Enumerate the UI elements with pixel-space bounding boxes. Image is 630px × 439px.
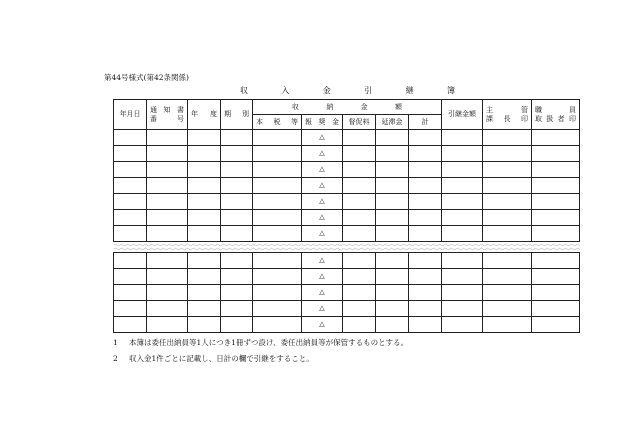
header-collected-amount: 収 納 金 額 [253,100,442,115]
header-fiscal-year: 年 度 [188,100,221,130]
ledger-cell [343,210,376,226]
ledger-row [114,317,580,333]
ledger-cell [442,269,483,285]
ledger-cell [221,194,253,210]
ledger-cell [253,130,302,146]
ledger-cell [253,301,302,317]
ledger-cell [532,146,580,162]
ledger-cell [114,178,147,194]
ledger-cell [343,146,376,162]
ledger-cell [221,146,253,162]
incentive-triangle-mark: △ [302,162,343,178]
ledger-cell [147,253,188,269]
ledger-cell [343,194,376,210]
ledger-cell [483,130,532,146]
incentive-triangle-mark: △ [302,130,343,146]
ledger-header [114,100,580,130]
incentive-triangle-mark: △ [302,301,343,317]
ledger-cell [409,285,442,301]
ledger-cell [147,285,188,301]
ledger-cell [442,253,483,269]
ledger-row [114,146,580,162]
incentive-triangle-mark: △ [302,146,343,162]
ledger-cell [483,178,532,194]
ledger-cell [221,253,253,269]
incentive-triangle-mark: △ [302,210,343,226]
ledger-cell [483,269,532,285]
ledger-cell [442,285,483,301]
ledger-cell [442,130,483,146]
ledger-cell [376,210,409,226]
ledger-cell [114,146,147,162]
ledger-cell [532,301,580,317]
ledger-cell [376,285,409,301]
ledger-cell [409,130,442,146]
header-staff-seal: 職 員 取 扱 者 印 [532,100,580,130]
incentive-triangle-mark: △ [302,226,343,242]
ledger-cell [221,178,253,194]
ledger-cell [188,130,221,146]
header-dunning-fee: 督促料 [343,115,376,130]
ledger-cell [221,130,253,146]
ledger-cell [532,194,580,210]
ledger-cell [188,226,221,242]
ledger-cell [188,178,221,194]
header-transfer-amount: 引継金額 [442,100,483,130]
ledger-cell [147,130,188,146]
ledger-cell [114,210,147,226]
ledger-cell [114,269,147,285]
ledger-cell [147,226,188,242]
header-chief-seal: 主 管 課 長 印 [483,100,532,130]
header-date: 年月日 [114,100,147,130]
ledger-cell [147,301,188,317]
header-total: 計 [409,115,442,130]
ledger-cell [483,210,532,226]
incentive-triangle-mark: △ [302,269,343,285]
ledger-cell [221,226,253,242]
ledger-cell [114,253,147,269]
ledger-row [114,301,580,317]
incentive-triangle-mark: △ [302,194,343,210]
ledger-row [114,162,580,178]
ledger-cell [221,301,253,317]
document-title [240,85,455,96]
ledger-cell [343,226,376,242]
ledger-cell [188,210,221,226]
ledger-cell [253,162,302,178]
ledger-cell [221,269,253,285]
ledger-cell [483,253,532,269]
ledger-cell [409,146,442,162]
ledger-cell [253,194,302,210]
ledger-cell [376,194,409,210]
ledger-cell [532,130,580,146]
ledger-cell [188,317,221,333]
ledger-cell [343,317,376,333]
ledger-cell [376,162,409,178]
ledger-row [114,226,580,242]
ledger-cell [483,146,532,162]
ledger-cell [376,253,409,269]
ledger-cell [253,253,302,269]
ledger-cell [343,269,376,285]
ledger-cell [253,210,302,226]
ledger-cell [114,226,147,242]
title-char: 継 [405,86,414,95]
note-2: 2 収入金1件ごとに記載し、日計の欄で引継をすること。 [113,354,314,363]
ledger-cell [532,210,580,226]
ledger-cell [532,269,580,285]
ledger-cell [442,146,483,162]
incentive-triangle-mark: △ [302,178,343,194]
ledger-cell [221,285,253,301]
header-incentive: 報 奨 金 [302,115,343,130]
title-char: 入 [281,86,290,95]
ledger-cell [409,226,442,242]
ledger-cell [147,269,188,285]
ledger-cell [253,317,302,333]
ledger-cell [343,130,376,146]
title-char: 引 [364,86,373,95]
ledger-cell [221,317,253,333]
ledger-cell [376,301,409,317]
ledger-row [114,285,580,301]
ledger-row [114,194,580,210]
header-period: 期 別 [221,100,253,130]
ledger-cell [147,194,188,210]
incentive-triangle-mark: △ [302,253,343,269]
ledger-cell [532,178,580,194]
ledger-row [114,178,580,194]
ledger-cell [147,178,188,194]
ledger-cell [114,285,147,301]
ledger-cell [376,317,409,333]
ledger-cell [188,194,221,210]
ledger-cell [188,253,221,269]
ledger-row [114,130,580,146]
title-char: 簿 [446,86,455,95]
ledger-cell [114,162,147,178]
ledger-break-cell [114,242,580,253]
ledger-cell [114,130,147,146]
ledger-cell [343,285,376,301]
incentive-triangle-mark: △ [302,317,343,333]
ledger-cell [114,301,147,317]
ledger-cell [409,269,442,285]
ledger-cell [253,178,302,194]
ledger-cell [442,226,483,242]
ledger-cell [442,178,483,194]
ledger-cell [188,269,221,285]
ledger-cell [483,317,532,333]
ledger-cell [147,317,188,333]
ledger-cell [409,178,442,194]
form-label: 第44号様式(第42条関係) [104,73,189,82]
wavy-break-line [114,242,580,252]
ledger-cell [483,194,532,210]
ledger-cell [483,226,532,242]
ledger-cell [532,317,580,333]
ledger-cell [253,226,302,242]
ledger-cell [376,146,409,162]
ledger-cell [147,210,188,226]
ledger-cell [343,178,376,194]
ledger-cell [409,253,442,269]
ledger-cell [532,285,580,301]
ledger-row [114,210,580,226]
ledger-cell [409,194,442,210]
ledger-cell [442,210,483,226]
ledger-cell [376,130,409,146]
ledger-cell [442,301,483,317]
ledger-cell [188,285,221,301]
note-1: 1 本簿は委任出納員等1人につき1冊ずつ設け、委任出納員等が保管するものとする。 [113,338,409,347]
ledger-cell [253,285,302,301]
incentive-triangle-mark: △ [302,285,343,301]
ledger-cell [188,162,221,178]
ledger-body [114,130,580,333]
ledger-cell [376,226,409,242]
ledger-row [114,269,580,285]
ledger-cell [343,301,376,317]
header-notice-number: 通 知 書 番 号 [147,100,188,130]
ledger-cell [343,162,376,178]
ledger-cell [532,226,580,242]
ledger-cell [483,285,532,301]
title-char: 金 [322,86,331,95]
header-principal-tax: 本 税 等 [253,115,302,130]
ledger-cell [376,269,409,285]
ledger-break [114,242,580,253]
title-char: 収 [240,86,248,95]
ledger-cell [188,146,221,162]
ledger-cell [483,301,532,317]
ledger-table [113,99,580,333]
ledger-cell [532,162,580,178]
header-late-fee: 延滞金 [376,115,409,130]
ledger-cell [147,146,188,162]
ledger-cell [253,146,302,162]
ledger-cell [253,269,302,285]
ledger-cell [114,194,147,210]
ledger-cell [221,162,253,178]
ledger-cell [409,210,442,226]
ledger-cell [483,162,532,178]
ledger-cell [532,253,580,269]
ledger-cell [409,317,442,333]
ledger-cell [343,253,376,269]
ledger-cell [376,178,409,194]
ledger-cell [442,194,483,210]
ledger-cell [221,210,253,226]
ledger-cell [442,162,483,178]
ledger-cell [188,301,221,317]
ledger-row [114,253,580,269]
ledger-cell [409,162,442,178]
ledger-cell [147,162,188,178]
ledger-cell [442,317,483,333]
ledger-cell [409,301,442,317]
ledger-cell [114,317,147,333]
